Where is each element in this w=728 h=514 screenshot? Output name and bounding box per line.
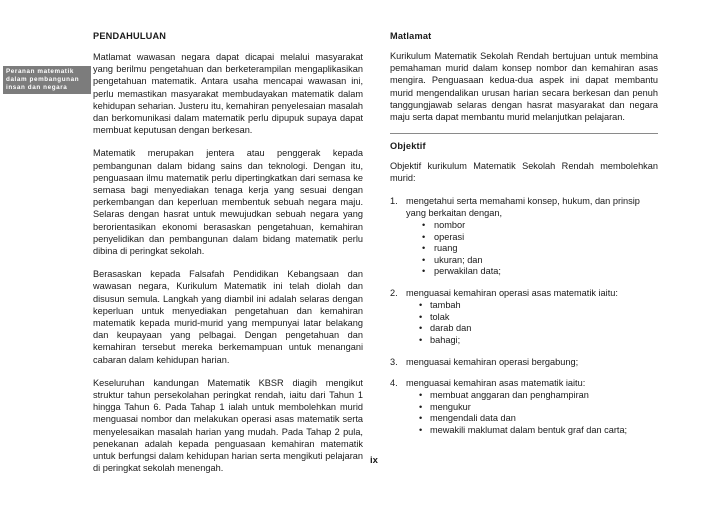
page-number: ix	[370, 455, 378, 466]
sub-list-item: • tolak	[406, 312, 658, 324]
sub-list-item: • mengendali data dan	[406, 413, 658, 425]
matlamat-text: Kurikulum Matematik Sekolah Rendah bertujuan untuk membina pemahaman murid dalam konsep nombor dan kemahiran asas mengira. Penguasaan kedua-dua aspek ini dapat membantu murid mengendalikan urusan harian secara berkesan dan penuh tanggungjawab selaras dengan hasrat masyarakat dan negara maju serta dapat membantu murid melanjutkan pelajaran.	[390, 51, 658, 123]
sub-list-item: • mewakili maklumat dalam bentuk graf dan carta;	[406, 425, 658, 437]
sub-list-item: • nombor	[406, 220, 658, 232]
left-column	[93, 31, 363, 486]
list-item-text: mengetahui serta memahami konsep, hukum, dan prinsip yang berkaitan dengan,	[406, 195, 640, 218]
paragraph: Matlamat wawasan negara dapat dicapai melalui masyarakat yang berilmu pengetahuan dan berketerampilan mengaplikasikan pengetahuan matematik. Antara usaha mencapai wawasan ini, perlu memastikan masyarakat membudayakan matematik dalam kehidupan seharian. Justeru itu, kemahiran penyelesaian masalah dan berkomunikasi dalam matematik perlu dipupuk supaya dapat membuat keputusan dengan berkesan.	[93, 52, 363, 136]
sub-list-item: • tambah	[406, 300, 658, 312]
sub-list-item: • operasi	[406, 232, 658, 244]
list-number: 3.	[390, 356, 398, 367]
sub-list-item: • mengukur	[406, 402, 658, 414]
sub-list-item: • darab dan	[406, 323, 658, 335]
list-number: 4.	[390, 377, 398, 388]
objektif-intro: Objektif kurikulum Matematik Sekolah Rendah membolehkan murid:	[390, 161, 658, 184]
sub-list	[406, 300, 658, 346]
list-item	[390, 287, 658, 347]
paragraph: Keseluruhan kandungan Matematik KBSR diagih mengikut struktur tahun persekolahan peringkat rendah, iaitu dari Tahun 1 hingga Tahun 6. Pada Tahap 1 ialah untuk membolehkan murid menguasai nombor dan melakukan operasi asas matematik serta menyelesaikan masalah harian yang mudah. Pada Tahap 2 pula, penekanan adalah kepada penguasaan kemahiran matematik untuk berfungsi dalam kehidupan harian serta mengikuti pelajaran di peringkat sekolah menengah.	[93, 377, 363, 474]
sub-list-item: • bahagi;	[406, 335, 658, 347]
sub-list-item: • membuat anggaran dan penghampiran	[406, 390, 658, 402]
sub-list-item: • perwakilan data;	[406, 266, 658, 278]
list-item-text: menguasai kemahiran operasi asas matematik iaitu:	[406, 288, 618, 298]
sub-list-item: • ruang	[406, 243, 658, 255]
list-item	[390, 377, 658, 437]
section-heading-pendahuluan: PENDAHULUAN	[93, 31, 167, 41]
section-heading-objektif: Objektif	[390, 141, 426, 152]
objective-list	[390, 195, 658, 437]
list-number: 2.	[390, 288, 398, 298]
list-item	[390, 356, 658, 368]
list-item-text: menguasai kemahiran asas matematik iaitu:	[406, 377, 586, 388]
section-heading-matlamat: Matlamat	[390, 31, 432, 41]
sidebar-note: Peranan matematik dalam pembangunan insan dan negara	[3, 66, 91, 94]
paragraph: Matematik merupakan jentera atau penggerak kepada pembangunan dalam bidang sains dan teknologi. Dengan itu, penguasaan ilmu matematik perlu dipertingkatkan dari semasa ke semasa bagi menyediakan tenaga kerja yang sesuai dengan perkembangan dan keperluan membentuk sebuah negara maju. Selaras dengan hasrat untuk mewujudkan sebuah negara yang berorientasikan ekonomi berasaskan pengetahuan, kemahiran penyelidikan dan pembangunan dalam bidang matematik perlu dibina di peringkat sekolah.	[93, 148, 363, 257]
sub-list	[406, 220, 658, 278]
divider	[390, 133, 658, 134]
sub-list	[406, 390, 658, 436]
sub-list-item: • ukuran; dan	[406, 255, 658, 267]
list-number: 1.	[390, 195, 398, 206]
list-item	[390, 195, 658, 278]
right-column	[390, 31, 658, 445]
list-item-text: menguasai kemahiran operasi bergabung;	[406, 356, 579, 367]
paragraph: Berasaskan kepada Falsafah Pendidikan Kebangsaan dan wawasan negara, Kurikulum Matematik ini telah diolah dan disusun semula. Langkah yang diambil ini adalah selaras dengan keperluan untuk menyediakan pengetahuan dan kemahiran matematik kepada murid-murid yang mempunyai latar belakang dan keupayaan yang pelbagai. Dengan pengetahuan dan kemahiran tersebut mereka berkemampuan untuk menangani cabaran dalam kehidupan harian.	[93, 269, 363, 365]
